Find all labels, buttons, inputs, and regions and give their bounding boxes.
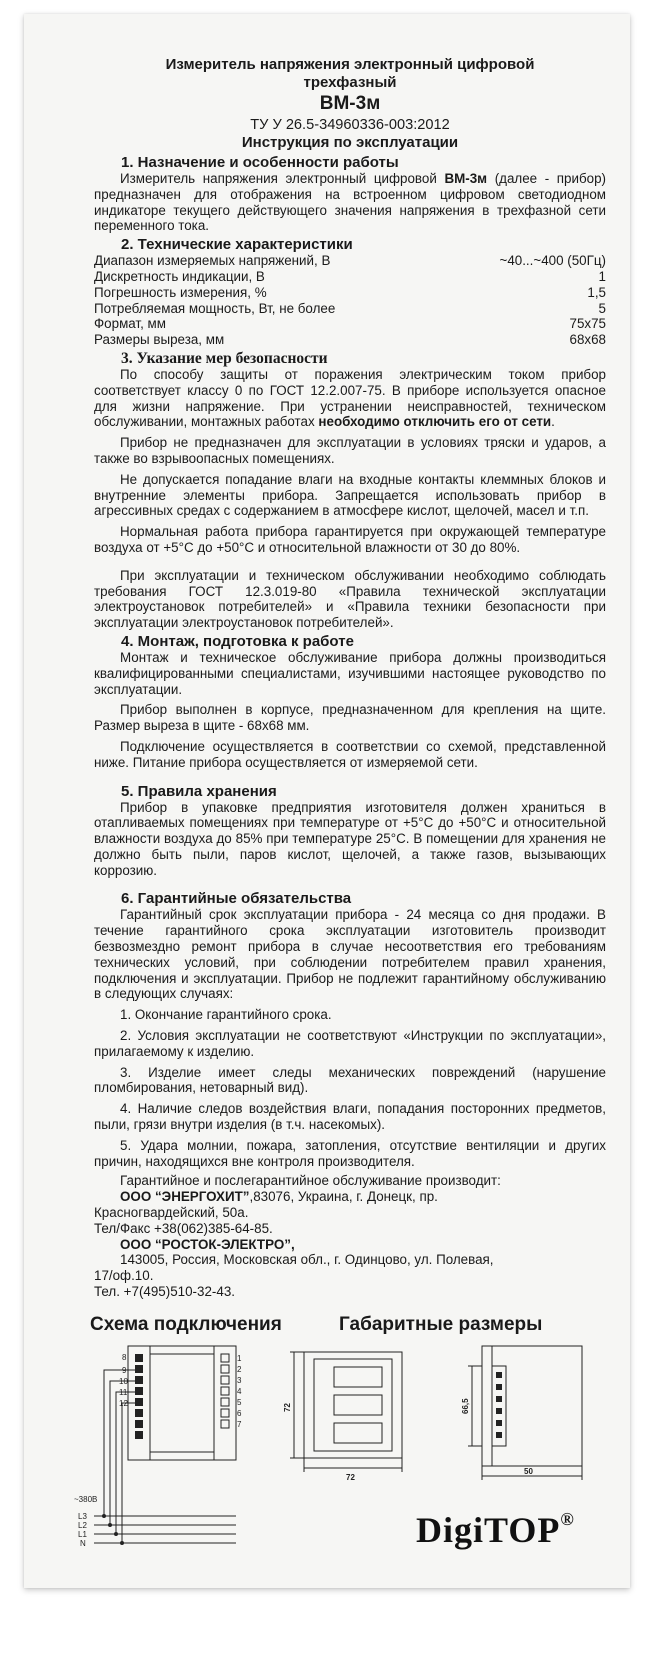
right-screws (221, 1354, 229, 1428)
section-1-text-c: (далее - прибор) предназначен для отображения на встроенном цифровом светодиодном индикаторе текущего действующего значения напряжения в трехфазной сети переменного тока. (94, 171, 607, 234)
section-3-paragraph-2: Прибор не предназначен для эксплуатации в условиях тряски и ударов, а также во взрывоопасных помещениях. (94, 435, 606, 466)
section-3-paragraph-5: При эксплуатации и техническом обслуживании необходимо соблюдать требования ГОСТ 12.3.019-80 «Правила технической эксплуатации электроустановок потребителей» и «Правила техники безопасности при эксплуатации электроустановок потребителей». (94, 567, 606, 631)
section-3-heading: 3. Указание мер безопасности (121, 349, 328, 367)
terminal-label: 10 (119, 1377, 128, 1386)
company-1-line (94, 1189, 606, 1205)
dim-height-label: 72 (283, 1403, 292, 1412)
section-4-paragraph-3: Подключение осуществляется в соответствии со схемой, представленной ниже. Питание прибора осуществляется от измеряемой сети. (94, 738, 606, 770)
line-label-l2: L2 (78, 1521, 87, 1530)
terminal-label: 1 (237, 1354, 242, 1363)
voltage-label: ~380В (74, 1495, 98, 1504)
section-5-paragraph: Прибор в упаковке предприятия изготовителя должен храниться в отапливаемых помещениях при температуре от +5°С до +50°С и относительной влажности воздуха до 85% при температуре 25°С. В помещении для хранения не должно быть пыли, паров кислот, щелочей, а также газов, вызывающих коррозию. (94, 799, 606, 878)
spec-label: Диапазон измеряемых напряжений, В (94, 253, 331, 269)
spec-row (94, 332, 606, 348)
terminal-label: 7 (237, 1420, 242, 1429)
terminal-label: 8 (122, 1353, 127, 1362)
model-name: ВМ-3м (319, 93, 381, 114)
dimension-labels (283, 1398, 533, 1482)
section-6-paragraph: Гарантийный срок эксплуатации прибора - 24 месяца со дня продажи. В течение гарантийного срока эксплуатации изготовитель производит безвозмездно ремонт прибора в случае несоответствия его требованиям технических условий, при соблюдении потребителем правил хранения, подключения и эксплуатации. Прибор не подлежит гарантийному обслуживанию в следующих случаях: (94, 907, 606, 1002)
terminal-label: 9 (122, 1366, 127, 1375)
section-4-paragraph-2: Прибор выполнен в корпусе, предназначенном для крепления на щите. Размер выреза в щите - 68х68 мм. (94, 702, 606, 734)
document-body (94, 56, 606, 1300)
spec-label: Погрешность измерения, % (94, 284, 267, 300)
section-2-heading: 2. Технические характеристики (121, 236, 353, 254)
terminal-label: 12 (119, 1399, 128, 1408)
list-item: 1. Окончание гарантийного срока. (120, 1007, 332, 1023)
spec-value: 1 (598, 268, 606, 284)
spec-label: Потребляемая мощность, Вт, не более (94, 300, 336, 316)
list-item: 4. Наличие следов воздействия влаги, попадания посторонних предметов, пыли, грязи внутри изделия (в т.ч. насекомых). (94, 1101, 606, 1133)
spec-value: ~40...~400 (50Гц) (499, 253, 606, 269)
terminal-label: 3 (237, 1376, 242, 1385)
section-1-model: ВМ-3м (444, 171, 488, 186)
section-4-heading: 4. Монтаж, подготовка к работе (121, 632, 354, 650)
wiring-diagram (94, 1346, 236, 1545)
company-1-phone: Тел/Факс +38(062)385-64-85. (94, 1220, 273, 1236)
terminal-label: 11 (119, 1388, 128, 1397)
terminal-label: 5 (237, 1398, 242, 1407)
wiring-diagram-title: Схема подключения (90, 1314, 282, 1335)
spec-value: 5 (598, 300, 606, 316)
terminal-label: 6 (237, 1409, 242, 1418)
list-item: 3. Изделие имеет следы механических повреждений (нарушение пломбирования, нетоварный вид). (94, 1064, 606, 1096)
brand-name: DigiTOP (416, 1510, 561, 1550)
front-view (290, 1352, 402, 1472)
company-2-name-text: ООО “РОСТОК-ЭЛЕКТРО”, (120, 1236, 295, 1252)
line-label-l3: L3 (78, 1512, 87, 1521)
side-view (468, 1346, 582, 1480)
company-2-name (94, 1237, 606, 1253)
section-3-paragraph-4: Нормальная работа прибора гарантируется при окружающей температуре воздуха от +5°С до +50°С и относительной влажности от 30 до 80%. (94, 524, 606, 555)
digitop-logo (416, 1509, 575, 1551)
spec-row (94, 316, 606, 332)
wire-l1 (116, 1392, 135, 1534)
company-1-address: ,83076, Украина, г. Донецк, пр. (249, 1189, 438, 1205)
registered-mark: ® (560, 1509, 575, 1529)
section-6-heading: 6. Гарантийные обязательства (121, 890, 352, 908)
company-2-phone: Тел. +7(495)510-32-43. (94, 1284, 235, 1300)
company-2-address: 143005, Россия, Московская обл., г. Одинцово, ул. Полевая, (120, 1252, 494, 1268)
section-3-warning: необходимо отключить его от сети (318, 414, 552, 430)
document-title-line1: Измеритель напряжения электронный цифровой (165, 56, 535, 73)
display-window-3 (334, 1423, 382, 1443)
document-subtitle: Инструкция по эксплуатации (241, 134, 459, 151)
dim-side-height-label: 66,5 (461, 1398, 470, 1414)
document-title-line2: трехфазный (303, 74, 397, 91)
drawings-area (24, 1314, 630, 1584)
left-screws (135, 1354, 143, 1439)
dim-depth-label: 50 (524, 1467, 533, 1476)
spec-value: 68x68 (569, 332, 606, 348)
right-terminal-block (214, 1346, 236, 1460)
section-3-text-a: По способу защиты от поражения электрическим током прибор соответствует классу 0 по ГОСТ 12.2.007-75. В приборе используется опасное для жизни напряжение. При устранении неисправностей, техническом обслуживании, монтажных работах (94, 366, 606, 430)
standard-number: ТУ У 26.5-34960336-003:2012 (250, 117, 450, 133)
spec-row (94, 269, 606, 285)
dimensions-title: Габаритные размеры (339, 1314, 543, 1335)
section-1-text-a: Измеритель напряжения электронный цифровой (120, 171, 445, 186)
service-intro: Гарантийное и послегарантийное обслуживание производит: (120, 1173, 501, 1189)
wiring-labels (74, 1353, 242, 1548)
spec-value: 75x75 (569, 316, 606, 332)
section-5-heading: 5. Правила хранения (121, 782, 277, 800)
warranty-exclusions-list (94, 1007, 606, 1169)
device-front (150, 1354, 214, 1452)
spec-value: 1,5 (587, 284, 606, 300)
display-window-2 (334, 1395, 382, 1415)
company-1-address-cont: Красногвардейский, 50а. (94, 1205, 249, 1221)
section-3-text-c: . (551, 414, 555, 430)
section-3-paragraph-3: Не допускается попадание влаги на входные контакты клеммных блоков и внутренние элементы прибора. Запрещается использовать прибор в агрессивных средах с содержанием в атмосфере кислот, щелочей, масел и т.п. (94, 471, 606, 519)
line-label-n: N (80, 1539, 86, 1548)
side-bezel (482, 1346, 492, 1466)
company-2-address-cont: 17/оф.10. (94, 1268, 154, 1284)
section-1-paragraph (94, 171, 606, 234)
section-4-paragraph-1: Монтаж и техническое обслуживание прибора должны производиться квалифицированными специалистами, изучившими настоящее руководство по эксплуатации. (94, 649, 606, 697)
line-label-l1: L1 (78, 1530, 87, 1539)
section-1-heading: 1. Назначение и особенности работы (121, 154, 399, 171)
section-3-paragraph-1 (94, 367, 606, 430)
front-outline (304, 1352, 402, 1458)
spec-row (94, 253, 606, 269)
terminal-label: 4 (237, 1387, 242, 1396)
terminal-label: 2 (237, 1365, 242, 1374)
spec-label: Дискретность индикации, В (94, 268, 265, 284)
display-window-1 (334, 1367, 382, 1387)
spec-row (94, 285, 606, 301)
spec-label: Формат, мм (94, 316, 166, 332)
spec-label: Размеры выреза, мм (94, 332, 225, 348)
front-bezel (314, 1359, 392, 1451)
instruction-sheet (24, 14, 630, 1588)
company-1-name: ООО “ЭНЕРГОХИТ” (120, 1189, 250, 1205)
device-body (128, 1346, 236, 1460)
specifications-table (94, 253, 606, 348)
dim-width-label: 72 (346, 1473, 355, 1482)
list-item: 2. Условия эксплуатации не соответствуют «Инструкции по эксплуатации», прилагаемому к изделию. (94, 1028, 606, 1059)
spec-row (94, 301, 606, 317)
side-outline (482, 1346, 582, 1466)
list-item: 5. Удара молнии, пожара, затопления, отсутствие вентиляции и других причин, находящихся вне контроля производителя. (94, 1137, 606, 1169)
